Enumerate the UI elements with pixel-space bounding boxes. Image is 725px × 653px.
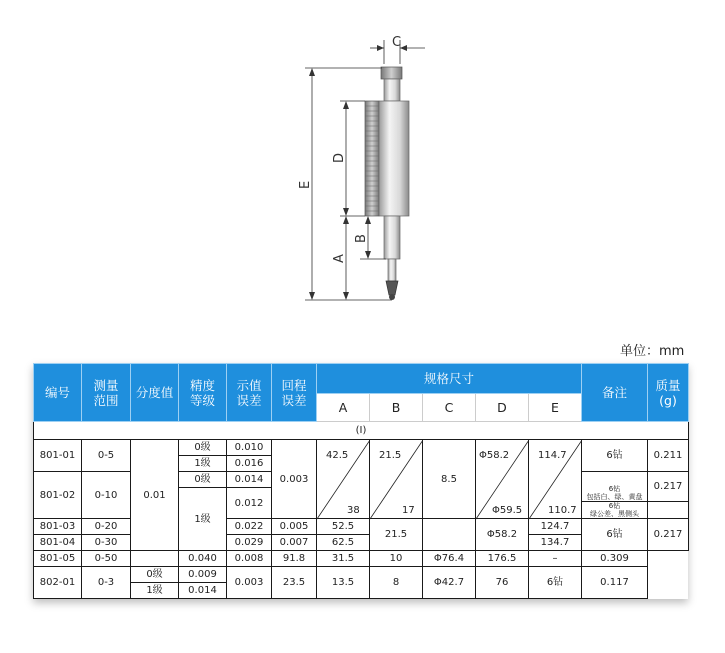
row5-e: 176.5 — [476, 551, 529, 567]
header-range-text: 测量 范围 — [93, 377, 119, 408]
row1-err-b: 0.016 — [227, 456, 272, 472]
row6-err-b: 0.014 — [179, 583, 227, 599]
row6-e: 76 — [476, 567, 529, 599]
row3-d: Φ58.2 — [476, 519, 529, 551]
row1-e: 114.7 — [538, 450, 567, 461]
row2-a: 38 — [347, 505, 360, 516]
row5-c: 10 — [370, 551, 423, 567]
header-return — [272, 364, 317, 422]
header-division: 分度值 — [131, 364, 179, 422]
dim-label-a: A — [332, 254, 347, 263]
row3-return: 0.005 — [272, 519, 317, 535]
row1-grade-a: 0级 — [179, 440, 227, 456]
row1-note: 6钻 — [582, 440, 648, 472]
row5-d: Φ76.4 — [423, 551, 476, 567]
row1-mass: 0.211 — [648, 440, 689, 472]
header-spec-c: C — [423, 394, 476, 422]
header-range — [82, 364, 131, 422]
row6-range: 0-3 — [82, 567, 131, 599]
row6-code: 802-01 — [34, 567, 82, 599]
spec-table-wrapper — [33, 363, 688, 599]
row1-b: 21.5 — [379, 450, 402, 461]
row3-range: 0-20 — [82, 519, 131, 535]
dim-label-d: D — [332, 152, 347, 163]
header-error-text: 示值 误差 — [236, 377, 262, 408]
row4-e: 134.7 — [529, 535, 582, 551]
row6-c: 8 — [370, 567, 423, 599]
row3-note: 6钻 — [582, 519, 648, 551]
row1-d: Φ58.2 — [479, 450, 510, 461]
row2-err-b: 0.012 — [227, 488, 272, 519]
header-error — [227, 364, 272, 422]
row2-note-bottom — [582, 502, 648, 519]
row5-mass: 0.309 — [582, 551, 648, 567]
unit-label: 单位：mm — [620, 344, 685, 359]
row2-grade-a: 0级 — [179, 472, 227, 488]
row6-note: 6钻 — [529, 567, 582, 599]
row3-code: 801-03 — [34, 519, 82, 535]
row4-code: 801-04 — [34, 535, 82, 551]
row5-b: 31.5 — [317, 551, 370, 567]
row3-mass: 0.217 — [648, 519, 689, 551]
row2-note-bot: 绿公差、黑侧头 — [590, 510, 639, 518]
row6-grade-b: 1级 — [131, 583, 179, 599]
row4-err: 0.029 — [227, 535, 272, 551]
row6-mass: 0.117 — [582, 567, 648, 599]
dim-label-e: E — [298, 180, 313, 189]
cell-d-diag — [476, 440, 529, 519]
header-return-text: 回程 误差 — [281, 377, 307, 408]
row6-a: 23.5 — [272, 567, 317, 599]
header-precision-text: 精度 等级 — [189, 377, 215, 408]
row4-c-empty — [423, 535, 476, 551]
row1-code: 801-01 — [34, 440, 82, 472]
row2-mass-empty — [648, 502, 689, 519]
row4-range: 0-30 — [82, 535, 131, 551]
row5-err: 0.040 — [179, 551, 227, 567]
cell-b-diag — [370, 440, 423, 519]
header-note: 备注 — [582, 364, 648, 422]
row2-range: 0-10 — [82, 472, 131, 519]
header-mass: 质量(g) — [648, 364, 689, 422]
return-value-group1: 0.003 — [272, 440, 317, 519]
row2-err-a: 0.014 — [227, 472, 272, 488]
header-precision — [179, 364, 227, 422]
header-spec-a: A — [317, 394, 370, 422]
row1-err-a: 0.010 — [227, 440, 272, 456]
row3-a: 52.5 — [317, 519, 370, 535]
row3-err: 0.022 — [227, 519, 272, 535]
row6-return: 0.003 — [227, 567, 272, 599]
row2-mass: 0.217 — [648, 472, 689, 502]
row3-b: 21.5 — [370, 519, 423, 551]
row6-b: 13.5 — [317, 567, 370, 599]
row2-note-mid2: 6钻 — [608, 502, 621, 510]
row1-a: 42.5 — [326, 450, 349, 461]
row6-err-a: 0.009 — [179, 567, 227, 583]
row1-grade-b: 1级 — [179, 456, 227, 472]
row5-grade-empty — [131, 551, 179, 567]
row6-d: Φ42.7 — [423, 567, 476, 599]
row2-code: 801-02 — [34, 472, 82, 519]
dim-label-b: B — [354, 234, 369, 243]
row2-note-top: 6钻 — [608, 485, 621, 493]
grade-1-group: 1级 — [179, 488, 227, 551]
row5-code: 801-05 — [34, 551, 82, 567]
row2-c: 8.5 — [423, 440, 476, 519]
row2-note-mid: 包括白、绿、黄盘 — [586, 493, 643, 501]
cell-a-diag — [317, 440, 370, 519]
header-code: 编号 — [34, 364, 82, 422]
row1-range: 0-5 — [82, 440, 131, 472]
row4-return: 0.007 — [272, 535, 317, 551]
row5-note: – — [529, 551, 582, 567]
row5-return: 0.008 — [227, 551, 272, 567]
row5-a: 91.8 — [272, 551, 317, 567]
header-spec-b: B — [370, 394, 423, 422]
row4-a: 62.5 — [317, 535, 370, 551]
header-spec-e: E — [529, 394, 582, 422]
row2-d: Φ59.5 — [492, 505, 523, 516]
row3-c-empty — [423, 519, 476, 535]
cell-e-diag — [529, 440, 582, 519]
row2-b: 17 — [402, 505, 415, 516]
row2-note-block — [582, 472, 648, 502]
row5-range: 0-50 — [82, 551, 131, 567]
row3-e: 124.7 — [529, 519, 582, 535]
dim-label-c: C — [392, 35, 402, 50]
row2-e: 110.7 — [548, 505, 577, 516]
section-label: (I) — [34, 422, 689, 440]
row6-grade-a: 0级 — [131, 567, 179, 583]
header-spec: 规格尺寸 — [317, 364, 582, 394]
spec-table — [33, 363, 689, 599]
division-value: 0.01 — [131, 440, 179, 551]
header-spec-d: D — [476, 394, 529, 422]
